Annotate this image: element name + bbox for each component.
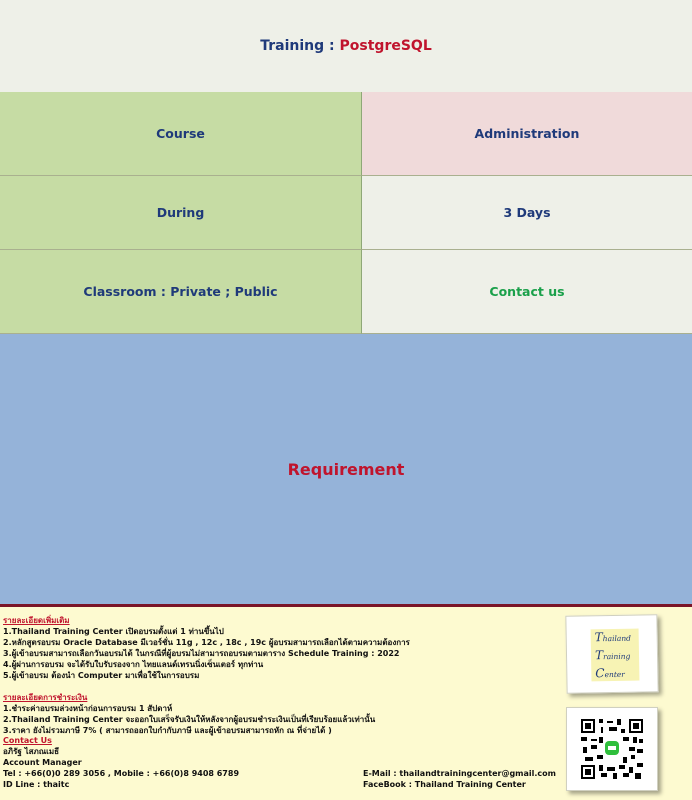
details-item: 1.Thailand Training Center เปิดอบรมตั้งแต่ 1 ท่านขึ้นไป bbox=[3, 627, 224, 636]
course-label: Course bbox=[0, 92, 362, 176]
requirement-panel bbox=[0, 334, 692, 604]
course-value: Administration bbox=[362, 92, 692, 176]
payment-heading: รายละเอียดการชำระเงิน bbox=[3, 693, 88, 702]
details-item: 4.ผู้ผ่านการอบรม จะได้รับใบรับรองจาก ไทยแลนด์เทรนนิ่งเซ็นเตอร์ ทุกท่าน bbox=[3, 660, 264, 669]
during-value: 3 Days bbox=[362, 176, 692, 250]
company-logo bbox=[565, 614, 658, 694]
requirement-title: Requirement bbox=[287, 459, 405, 479]
payment-item: 2.Thailand Training Center จะออกใบเสร็จรับเงินให้หลังจากผู้อบรมชำระเงินเป็นที่เรียบร้อยแล้วเท่านั้น bbox=[3, 715, 376, 724]
contact-us-link[interactable]: Contact us bbox=[362, 250, 692, 334]
payment-item: 1.ชำระค่าอบรมล่วงหน้าก่อนการอบรม 1 สัปดาห์ bbox=[3, 704, 173, 713]
contact-email[interactable]: E-Mail : thailandtrainingcenter@gmail.com bbox=[363, 769, 557, 778]
contact-line-id: ID Line : thaitc bbox=[3, 780, 70, 789]
contact-online bbox=[363, 768, 556, 790]
contact-role: Account Manager bbox=[3, 758, 82, 767]
details-item: 5.ผู้เข้าอบรม ต้องนำ Computer มาเพื่อใช้ในการอบรม bbox=[3, 671, 200, 680]
details-item: 2.หลักสูตรอบรม Oracle Database มีเวอร์ชั่น 11g , 12c , 18c , 19c ผู้อบรมสามารถเลือกได้ตามความต้องการ bbox=[3, 638, 410, 647]
payment-item: 3.ราคา ยังไม่รวมภาษี 7% ( สามารถออกใบกำกับภาษี และผู้เข้าอบรมสามารถหัก ณ ที่จ่ายได้ ) bbox=[3, 726, 332, 735]
contact-name: อภิรัฐ ไสภณเมธี bbox=[3, 747, 60, 756]
course-name: PostgreSQL bbox=[339, 38, 432, 54]
page-header bbox=[0, 0, 692, 92]
details-section bbox=[3, 615, 563, 736]
contact-facebook[interactable]: FaceBook : Thailand Training Center bbox=[363, 780, 526, 789]
qr-code-icon bbox=[581, 719, 643, 779]
logo-text: Thailand Training Center bbox=[591, 629, 640, 682]
title-prefix: Training : bbox=[260, 38, 335, 54]
course-info-grid bbox=[0, 92, 692, 334]
qr-code-card bbox=[566, 707, 658, 791]
details-item: 3.ผู้เข้าอบรมสามารถเลือกวันอบรมได้ ในกรณีที่ผู้อบรมไม่สามารถอบรมตามตาราง Schedule Training : 2022 bbox=[3, 649, 400, 658]
classroom-label: Classroom : Private ; Public bbox=[0, 250, 362, 334]
contact-phone: Tel : +66(0)0 289 3056 , Mobile : +66(0)8 9408 6789 bbox=[3, 769, 240, 778]
footer bbox=[0, 607, 692, 800]
contact-heading[interactable]: Contact Us bbox=[3, 736, 52, 745]
details-heading: รายละเอียดเพิ่มเติม bbox=[3, 616, 70, 625]
contact-section bbox=[3, 735, 239, 790]
during-label: During bbox=[0, 176, 362, 250]
